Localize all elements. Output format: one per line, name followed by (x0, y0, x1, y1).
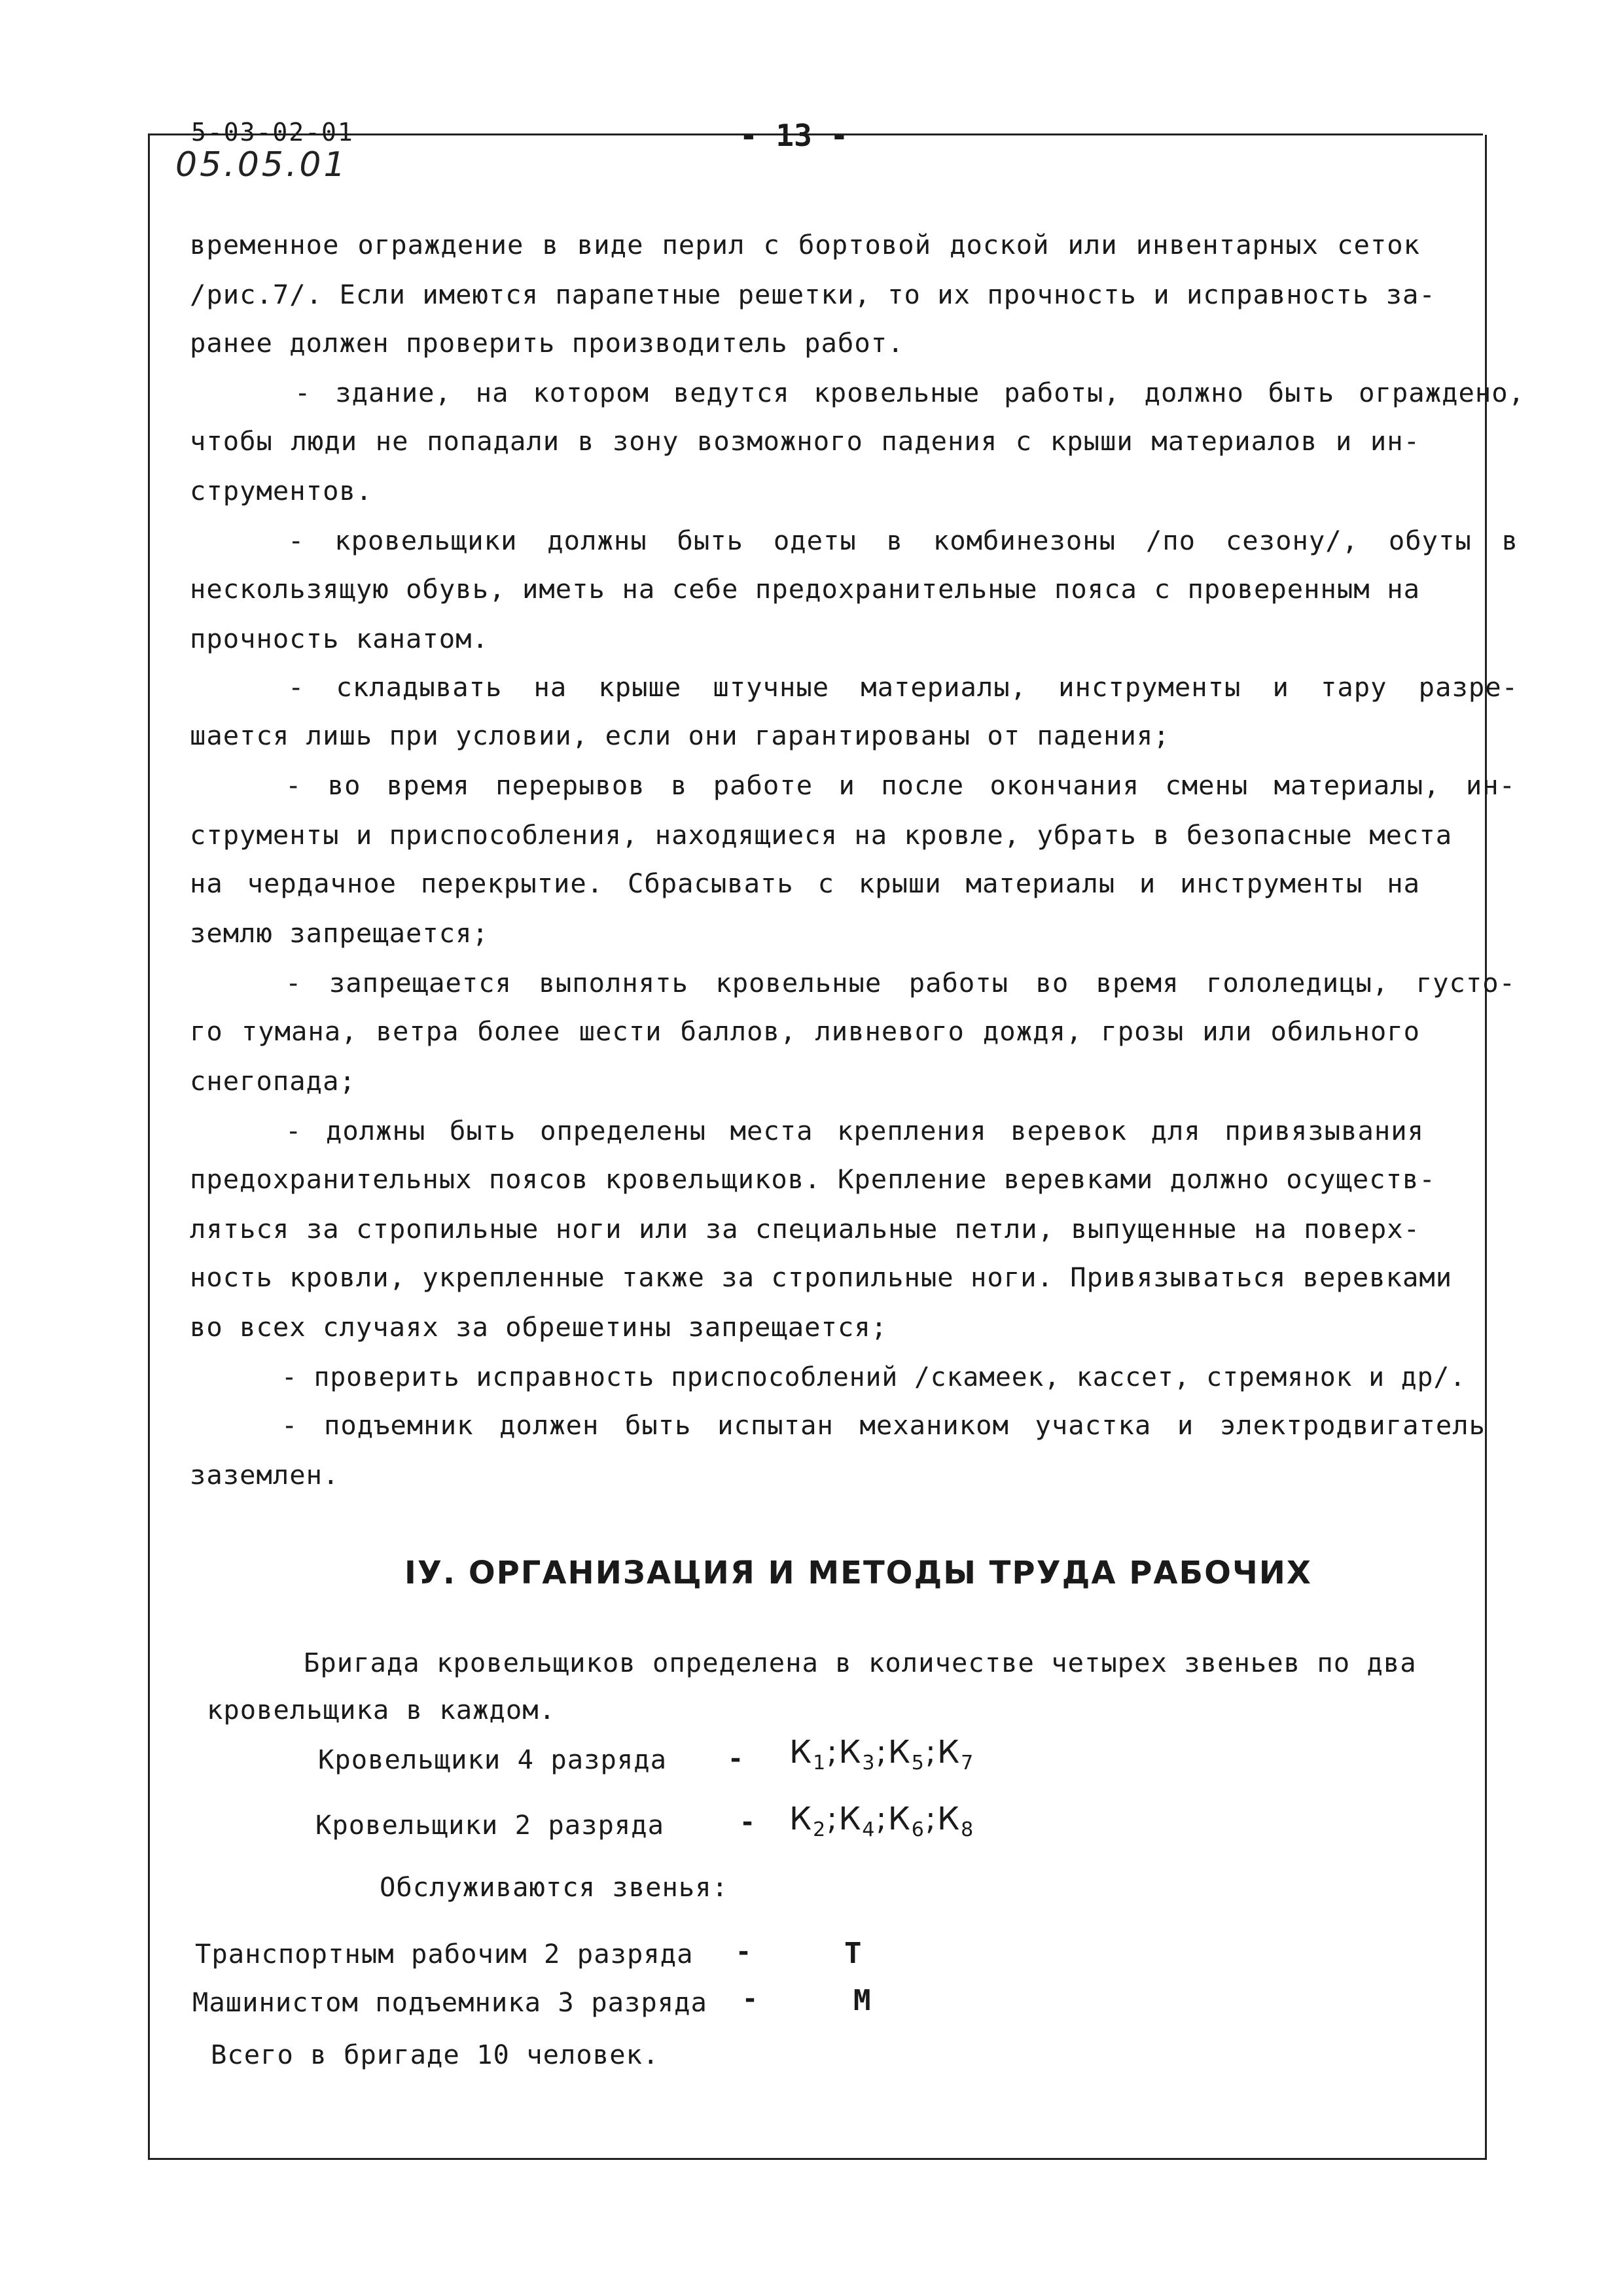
body-line: - складывать на крыше штучные материалы, инструменты и тару разре- (288, 671, 1518, 703)
body-line: нескользящую обувь, иметь на себе предохранительные пояса с проверенным на (190, 573, 1420, 605)
k4-code: $К_4$ (838, 1801, 876, 1841)
lift-operator-label: Машинистом подъемника 3 разряда (192, 1987, 707, 2018)
body-line: во всех случаях за обрешетины запрещается; (190, 1311, 888, 1343)
crew-intro-line-1: Бригада кровельщиков определена в количестве четырех звеньев по два (304, 1647, 1417, 1678)
lift-operator-code: М (853, 1984, 872, 2017)
body-line: прочность канатом. (190, 623, 489, 654)
transport-worker-code: Т (844, 1937, 863, 1970)
roofers-grade-2-label: Кровельщики 2 разряда (315, 1809, 665, 1841)
body-line: струментов. (190, 475, 373, 506)
handwritten-date-stamp: 05.05.01 (175, 145, 348, 185)
k7-code: $К_7$ (937, 1734, 975, 1775)
body-line: шается лишь при условии, если они гарантированы от падения; (190, 720, 1170, 751)
roofers-grade-4-dash: - (728, 1744, 744, 1774)
body-line: - кровельщики должны быть одеты в комбинезоны /по сезону/, обуты в (288, 525, 1518, 556)
document-code: 5-03-02-01 (191, 118, 354, 147)
roofers-grade-2-dash: - (740, 1807, 756, 1837)
roofers-grade-2-codes: $К_2;К_4;К_6;К_8$ (789, 1801, 975, 1841)
body-line: снегопада; (190, 1065, 356, 1097)
body-line: на чердачное перекрытие. Сбрасывать с крыши материалы и инструменты на (190, 868, 1420, 899)
k8-code: $К_8$ (937, 1801, 975, 1841)
body-line: го тумана, ветра более шести баллов, ливневого дождя, грозы или обильного (190, 1016, 1420, 1047)
body-line: чтобы люди не попадали в зону возможного падения с крыши материалов и ин- (190, 425, 1420, 457)
lift-operator-dash: - (742, 1984, 758, 2014)
body-line: предохранительных поясов кровельщиков. Крепление веревками должно осуществ- (190, 1163, 1436, 1195)
k3-code: $К_3$ (838, 1734, 876, 1775)
crew-total: Всего в бригаде 10 человек. (211, 2039, 660, 2070)
body-line: - подъемник должен быть испытан механиком участка и электродвигатель (281, 1409, 1486, 1441)
body-line: /рис.7/. Если имеются парапетные решетки, то их прочность и исправность за- (190, 279, 1436, 310)
transport-worker-dash: - (736, 1937, 752, 1967)
k5-code: $К_5$ (887, 1734, 925, 1775)
body-line: струменты и приспособления, находящиеся на кровле, убрать в безопасные места (190, 819, 1453, 851)
served-by-label: Обслуживаются звенья: (380, 1871, 729, 1903)
crew-intro-line-2: кровельщика в каждом. (207, 1694, 556, 1725)
roofers-grade-4-label: Кровельщики 4 разряда (318, 1744, 668, 1775)
body-line: - должны быть определены места крепления веревок для привязывания (285, 1115, 1424, 1146)
section-heading: IУ. ОРГАНИЗАЦИЯ И МЕТОДЫ ТРУДА РАБОЧИХ (404, 1555, 1312, 1591)
k6-code: $К_6$ (887, 1801, 925, 1841)
body-line: ляться за стропильные ноги или за специальные петли, выпущенные на поверх- (190, 1213, 1420, 1245)
body-line: временное ограждение в виде перил с бортовой доской или инвентарных сеток (190, 229, 1420, 260)
body-line: землю запрещается; (190, 917, 489, 949)
k2-code: $К_2$ (789, 1801, 827, 1841)
body-line: заземлен. (190, 1459, 340, 1491)
body-line: ранее должен проверить производитель работ. (190, 327, 904, 359)
transport-worker-label: Транспортным рабочим 2 разряда (195, 1938, 694, 1969)
body-line: - запрещается выполнять кровельные работы во время гололедицы, густо- (285, 967, 1516, 998)
body-line: - здание, на котором ведутся кровельные работы, должно быть ограждено, (294, 377, 1525, 408)
body-line: - проверить исправность приспособлений /скамеек, кассет, стремянок и др/. (281, 1361, 1466, 1392)
body-line: ность кровли, укрепленные также за стропильные ноги. Привязываться веревками (190, 1262, 1453, 1293)
k1-code: $К_1$ (789, 1734, 827, 1775)
body-line: - во время перерывов в работе и после окончания смены материалы, ин- (285, 769, 1516, 801)
roofers-grade-4-codes: $К_1;К_3;К_5;К_7$ (789, 1734, 975, 1775)
page-number: - 13 - (740, 118, 849, 153)
